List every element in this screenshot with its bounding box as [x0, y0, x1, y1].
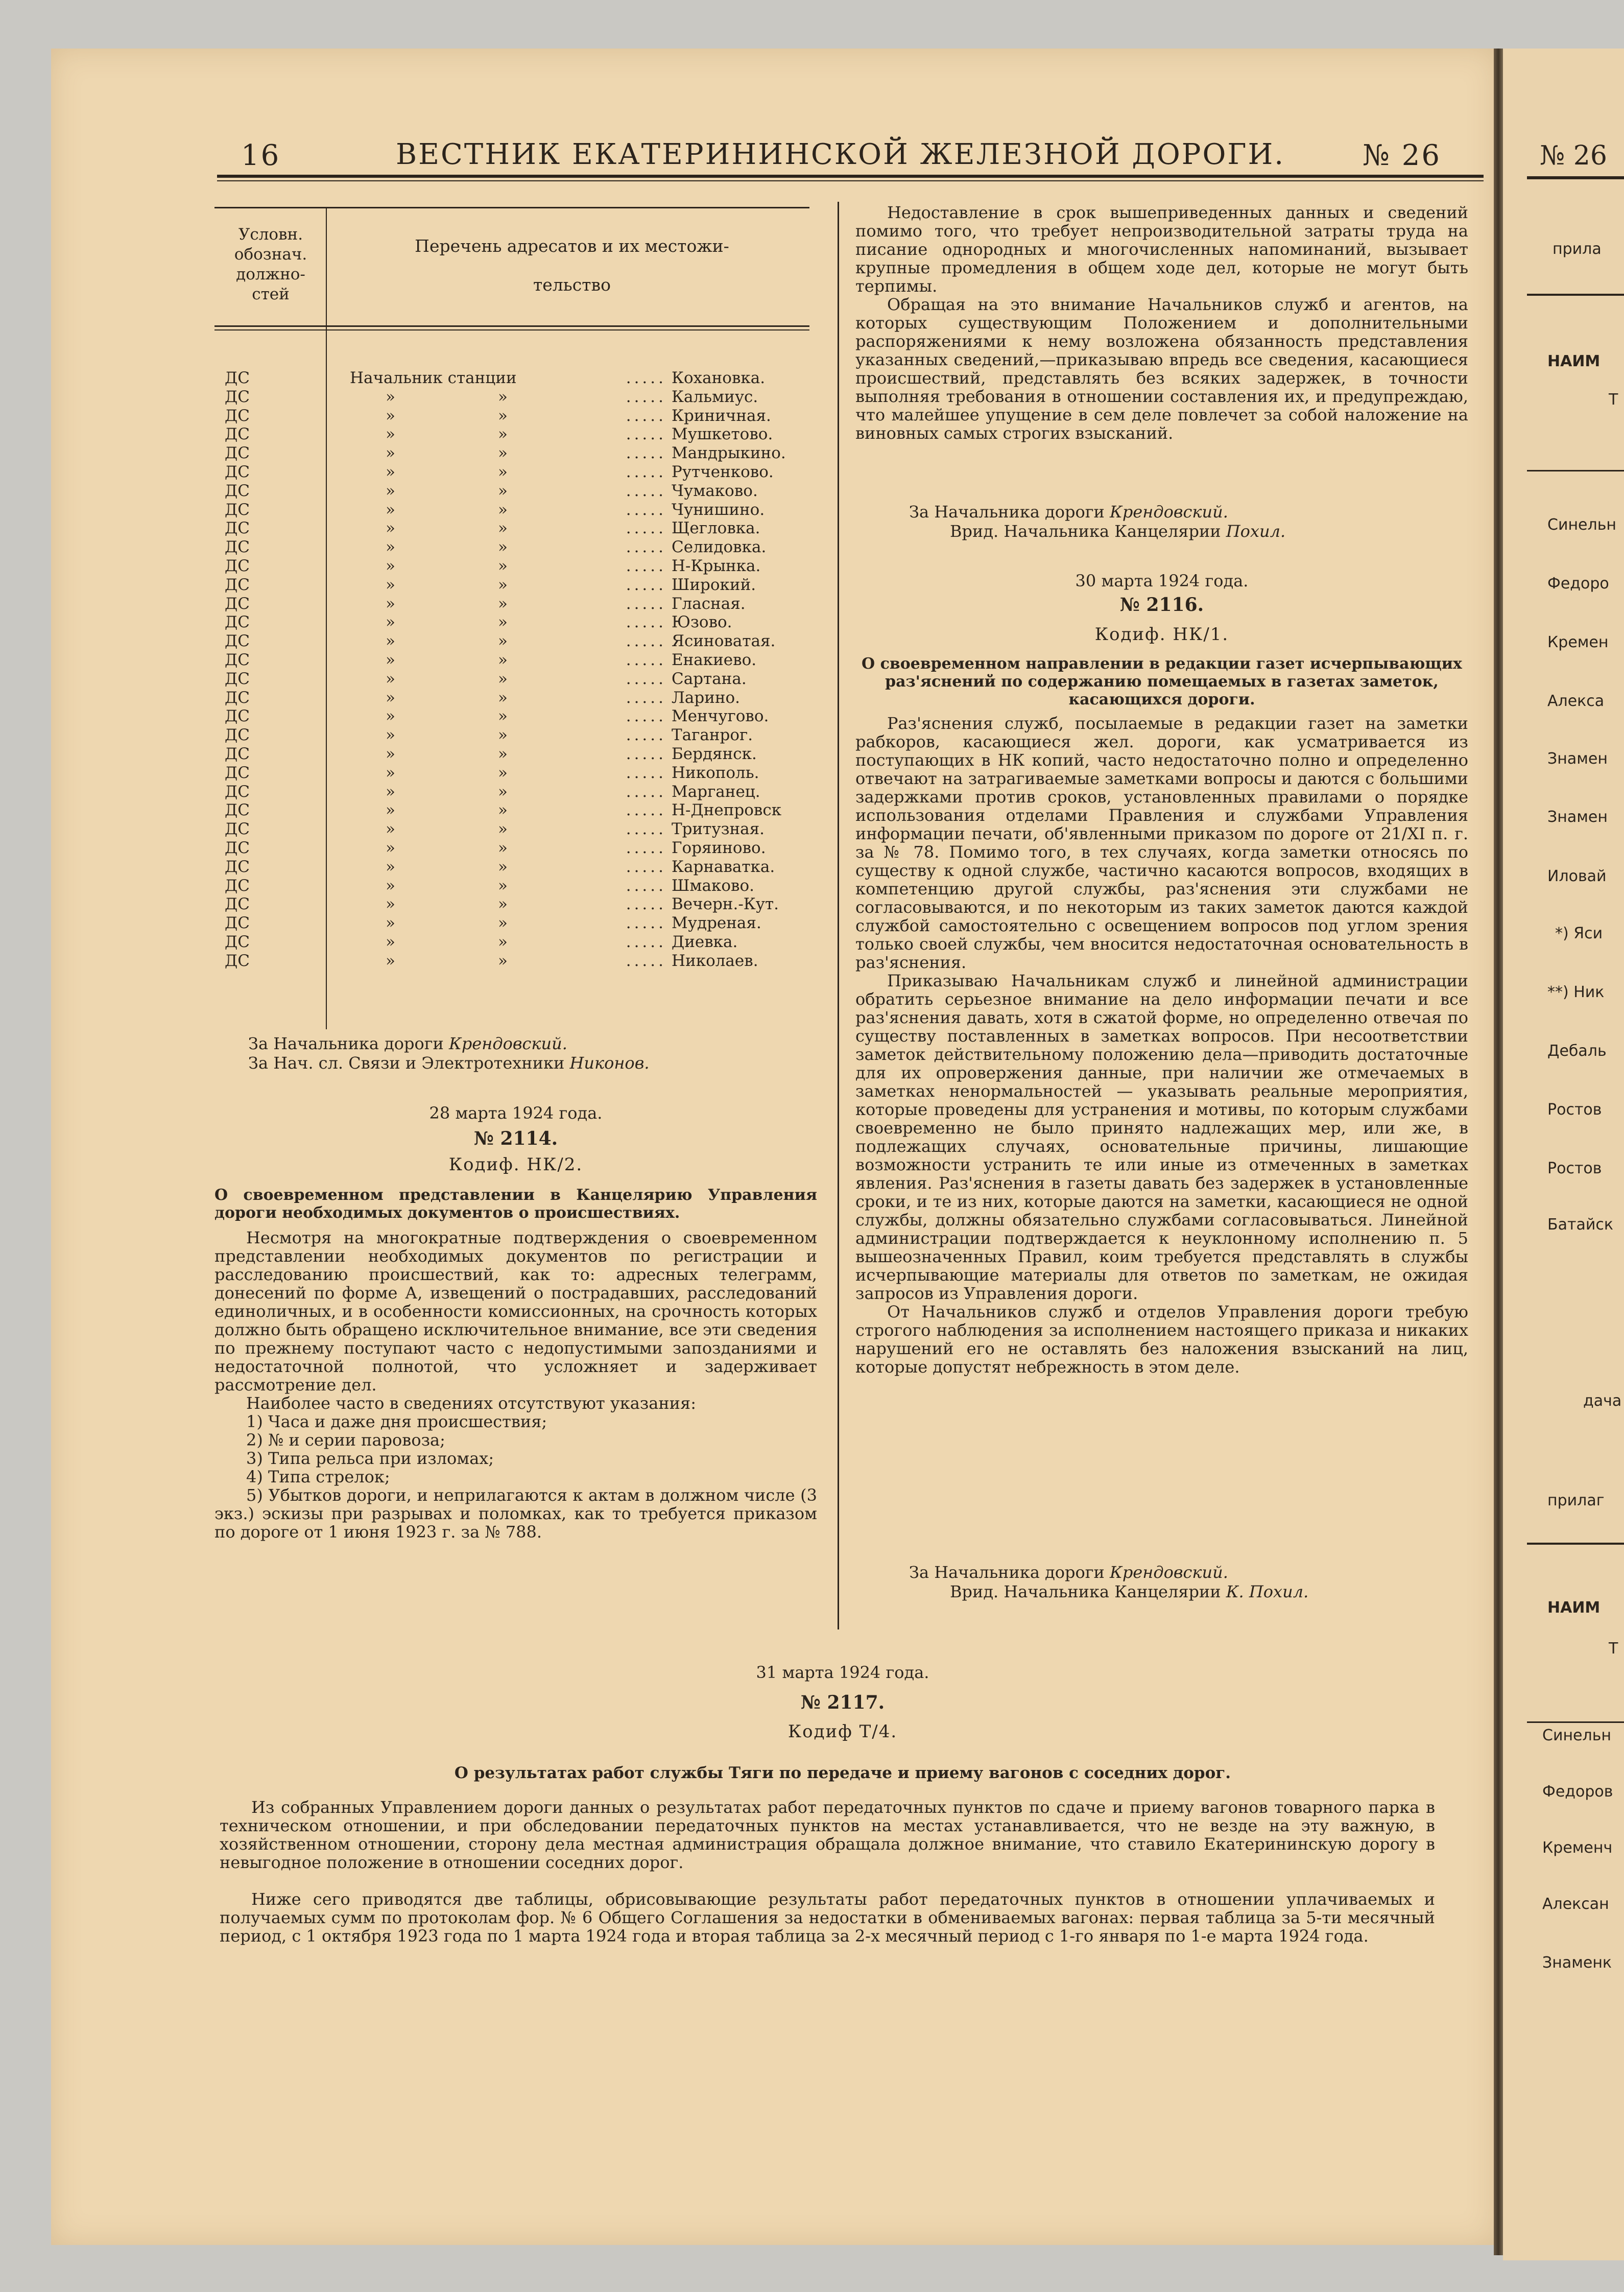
ditto-mark: »	[386, 951, 395, 970]
table-row	[225, 501, 786, 519]
signature-name: Крендовский.	[1110, 1563, 1228, 1582]
order-2116-body	[855, 714, 1468, 1376]
station-name: Гласная.	[672, 594, 746, 613]
position-code: ДС	[225, 857, 250, 876]
order-2114-title: О своевременном представлении в Канцелярию Управления дороги необходимых документов о происшествиях.	[214, 1186, 817, 1222]
table-signature-2	[248, 1054, 649, 1073]
ditto-mark: »	[498, 556, 508, 575]
ditto-mark: »	[498, 481, 508, 500]
table-row	[225, 670, 786, 689]
adjacent-page-fragment: Алекса	[1547, 692, 1605, 710]
list-item: 5) Убытков дороги, и неприлагаются к актам в должном числе (3 экз.) эскизы при разрывах и поломках, как то требуется приказом по дороге от 1 июня 1923 г. за № 788.	[214, 1485, 817, 1542]
ditto-mark: »	[498, 538, 508, 557]
station-name: Шмаково.	[672, 876, 754, 895]
leader-dots: .....	[626, 707, 666, 726]
table-top-rule	[214, 207, 809, 208]
ditto-mark: »	[386, 575, 395, 594]
station-name: Мандрыкино.	[672, 444, 786, 463]
ditto-mark: »	[386, 763, 395, 782]
order-2114-number: № 2114.	[473, 1128, 558, 1149]
order-2114-body	[214, 1228, 817, 1541]
order-2116-signature-2	[950, 1582, 1308, 1601]
station-name: Бердянск.	[672, 744, 757, 763]
table-header-rule	[214, 325, 809, 327]
ditto-mark: »	[498, 594, 508, 613]
adjacent-page-fragment: Федоров	[1542, 1783, 1613, 1801]
table-row	[225, 952, 786, 971]
position-code: ДС	[225, 801, 250, 820]
leader-dots: .....	[626, 669, 666, 688]
leader-dots: .....	[626, 951, 666, 970]
ditto-mark: »	[498, 425, 508, 444]
position-code: ДС	[225, 763, 250, 782]
leader-dots: .....	[626, 932, 666, 951]
position-code: ДС	[225, 462, 250, 481]
adjacent-page-fragment: Батайск	[1547, 1216, 1613, 1234]
position-code: ДС	[225, 688, 250, 707]
rightcol-signature-1	[909, 503, 1228, 522]
paragraph: Недоставление в срок вышеприведенных данных и сведений помимо того, что требует непроизводительной затраты труда на писание однородных и многочисленных напоминаний, вызывает крупные промедления в общем ходе дел, которые не могут быть терпимы.	[855, 203, 1468, 296]
station-name: Сартана.	[672, 669, 747, 688]
order-2114-date: 28 марта 1924 года.	[429, 1103, 603, 1123]
ditto-mark: »	[498, 613, 508, 632]
station-name: Н-Днепровск	[672, 801, 782, 820]
position-code: ДС	[225, 914, 250, 933]
ditto-mark: »	[386, 556, 395, 575]
list-item: 2) № и серии паровоза;	[246, 1430, 445, 1450]
adjacent-page-rule	[1527, 1721, 1624, 1723]
position-code: ДС	[225, 951, 250, 970]
station-name: Никополь.	[672, 763, 759, 782]
table-col2-header-line1: Перечень адресатов и их местожи-	[415, 236, 729, 256]
position-code: ДС	[225, 556, 250, 575]
ditto-mark: »	[498, 914, 508, 933]
adjacent-page-fragment: Федоро	[1547, 575, 1609, 593]
ditto-mark: »	[498, 669, 508, 688]
leader-dots: .....	[626, 444, 666, 463]
ditto-mark: »	[498, 500, 508, 519]
ditto-mark: »	[498, 763, 508, 782]
table-row	[225, 839, 786, 858]
ditto-mark: »	[386, 481, 395, 500]
ditto-mark: »	[386, 632, 395, 651]
adjacent-page-fragment: Иловай	[1547, 867, 1607, 885]
signature-prefix: За Нач. сл. Связи и Электротехники	[248, 1053, 565, 1073]
leader-dots: .....	[626, 556, 666, 575]
ditto-mark: »	[498, 801, 508, 820]
ditto-mark: »	[498, 782, 508, 801]
ditto-mark: »	[498, 575, 508, 594]
ditto-mark: »	[498, 387, 508, 406]
station-name: Диевка.	[672, 932, 738, 951]
table-row	[225, 726, 786, 745]
leader-dots: .....	[626, 726, 666, 745]
station-name: Менчугово.	[672, 707, 769, 726]
station-name: Кохановка.	[672, 369, 766, 387]
table-row	[225, 820, 786, 839]
table-row	[225, 388, 786, 407]
order-2116-number: № 2116.	[1119, 594, 1204, 616]
paragraph: От Начальников служб и отделов Управления дороги требую строгого наблюдения за исполнением настоящего приказа и никаких нарушений его не оставлять без наложения взысканий на лиц, которые допустят небрежность в этом деле.	[855, 1302, 1468, 1377]
signature-prefix: За Начальника дороги	[909, 502, 1105, 522]
ditto-mark: »	[386, 820, 395, 839]
adjacent-page-fragment: Кременч	[1542, 1839, 1613, 1857]
ditto-mark: »	[386, 932, 395, 951]
paragraph: Наиболее часто в сведениях отсутствуют указания:	[246, 1393, 696, 1413]
leader-dots: .....	[626, 782, 666, 801]
table-row	[225, 444, 786, 463]
adjacent-page-fragment: Знамен	[1547, 750, 1608, 768]
table-row	[225, 595, 786, 613]
station-name: Селидовка.	[672, 538, 767, 557]
position-code: ДС	[225, 406, 250, 425]
table-row	[225, 407, 786, 426]
table-row	[225, 425, 786, 444]
leader-dots: .....	[626, 594, 666, 613]
header-rule-thin	[217, 180, 1484, 181]
ditto-mark: »	[386, 519, 395, 538]
ditto-mark: »	[386, 669, 395, 688]
table-row	[225, 933, 786, 952]
leader-dots: .....	[626, 519, 666, 538]
ditto-mark: »	[386, 688, 395, 707]
ditto-mark: »	[498, 632, 508, 651]
order-2116-code: Кодиф. НК/1.	[1094, 624, 1229, 645]
ditto-mark: »	[386, 444, 395, 463]
leader-dots: .....	[626, 914, 666, 933]
paragraph: Несмотря на многократные подтверждения о своевременном представлении необходимых документов по регистрации и расследованию происшествий, как то: адресных телеграмм, донесений по форме А, извещений о пострадавших, расследований единоличных, и в особенности комиссионных, на срочность которых должно быть обращено исключительное внимание, все эти сведения по прежнему поступают часто с недопустимыми запозданиями и недостаточной полнотой, что усложняет и задерживает рассмотрение дел.	[214, 1228, 817, 1395]
leader-dots: .....	[626, 895, 666, 914]
ditto-mark: »	[386, 594, 395, 613]
ditto-mark: »	[498, 726, 508, 745]
list-item: 1) Часа и даже дня происшествия;	[246, 1412, 547, 1431]
order-2117-title: О результатах работ службы Тяги по передаче и приему вагонов с соседних дорог.	[454, 1764, 1231, 1782]
station-name: Чумаково.	[672, 481, 758, 500]
station-name: Ясиноватая.	[672, 632, 776, 651]
leader-dots: .....	[626, 650, 666, 669]
ditto-mark: »	[498, 650, 508, 669]
leader-dots: .....	[626, 575, 666, 594]
list-item: 4) Типа стрелок;	[246, 1467, 390, 1486]
adjacent-page-fragment: Алексан	[1542, 1895, 1609, 1913]
station-name: Чунишино.	[672, 500, 765, 519]
ditto-mark: »	[498, 820, 508, 839]
station-name: Карнаватка.	[672, 857, 775, 876]
paragraph: Из собранных Управлением дороги данных о результатах работ передаточных пунктов по сдаче и приему вагонов товарного парка в техническом отношении, и при обследовании передаточных пунктов на местах устанавливается, что не везде на эту важную, в хозяйственном отношении, сторону дела местная администрация обращала должное внимание, что ставило Екатерининскую дорогу в невыгодное положение в отношении соседних дорог.	[220, 1798, 1435, 1872]
station-name: Ларино.	[672, 688, 741, 707]
station-name: Юзово.	[672, 613, 732, 632]
position-code: ДС	[225, 613, 250, 632]
ditto-mark: »	[498, 876, 508, 895]
position-code: ДС	[225, 594, 250, 613]
rightcol-signature-2	[950, 522, 1285, 541]
table-col2-header-line2: тельство	[533, 275, 611, 295]
order-2117-date: 31 марта 1924 года.	[756, 1663, 929, 1682]
station-name: Широкий.	[672, 575, 756, 594]
ditto-mark: »	[386, 838, 395, 857]
list-item: 3) Типа рельса при изломах;	[246, 1449, 494, 1468]
leader-dots: .....	[626, 481, 666, 500]
ditto-mark: »	[386, 425, 395, 444]
adjacent-page-fragment: *) Яси	[1555, 925, 1603, 942]
ditto-mark: »	[386, 801, 395, 820]
position-code: ДС	[225, 425, 250, 444]
adjacent-page-rule	[1527, 470, 1624, 471]
position-code: ДС	[225, 481, 250, 500]
station-name: Кальмиус.	[672, 387, 758, 406]
ditto-mark: »	[498, 444, 508, 463]
leader-dots: .....	[626, 425, 666, 444]
table-row	[225, 914, 786, 933]
adjacent-page-fragment: Синельн	[1547, 516, 1616, 534]
leader-dots: .....	[626, 763, 666, 782]
leader-dots: .....	[626, 688, 666, 707]
page-title: ВЕСТНИК ЕКАТЕРИНИНСКОЙ ЖЕЛЕЗНОЙ ДОРОГИ.	[396, 138, 1285, 171]
rightcol-text	[855, 203, 1468, 442]
ditto-mark: »	[498, 744, 508, 763]
column-divider	[838, 202, 839, 1629]
table-row	[225, 557, 786, 576]
leader-dots: .....	[626, 801, 666, 820]
signature-name: Крендовский.	[449, 1034, 567, 1053]
table-row	[225, 764, 786, 783]
paragraph: Ниже сего приводятся две таблицы, обрисовывающие результаты работ передаточных пунктов в отношении уплачиваемых и получаемых сумм по протоколам фор. № 6 Общего Соглашения за недостатки в обмениваемых вагонах: первая таблица за 5-ти месячный период, с 1 октября 1923 года по 1 марта 1924 года и вторая таблица за 2-х месячный период с 1-го января по 1-е марта 1924 года.	[220, 1889, 1435, 1946]
leader-dots: .....	[626, 369, 666, 387]
position-code: ДС	[225, 669, 250, 688]
signature-prefix: За Начальника дороги	[248, 1034, 444, 1053]
ditto-mark: »	[498, 951, 508, 970]
header-rule	[217, 175, 1484, 178]
adjacent-page-fragment: прила	[1553, 240, 1602, 258]
adjacent-page	[1503, 49, 1624, 2260]
paragraph: Обращая на это внимание Начальников служб и агентов, на которых существующим Положением и дополнительными распоряжениями к нему возложена обязанность представления указанных сведений,—приказываю впредь все сведения, касающиеся происшествий, представлять без всяких задержек, в точности выполняя требования в отношении составления их, и предупреждаю, что малейшее упущение в сем деле повлечет за собой наложение на виновных самых строгих взысканий.	[855, 295, 1468, 443]
order-2114-code: Кодиф. НК/2.	[448, 1154, 583, 1175]
adjacent-page-issue: № 26	[1540, 140, 1607, 171]
adjacent-page-fragment: Т	[1609, 391, 1618, 409]
adjacent-page-rule	[1527, 1543, 1624, 1545]
ditto-mark: »	[498, 895, 508, 914]
table-row	[225, 482, 786, 501]
position-code: ДС	[225, 500, 250, 519]
table-row	[225, 858, 786, 877]
position-code: ДС	[225, 726, 250, 745]
station-name: Рутченково.	[672, 462, 774, 481]
leader-dots: .....	[626, 500, 666, 519]
table-row	[225, 707, 786, 726]
paragraph: Раз'яснения служб, посылаемые в редакции газет на заметки рабкоров, касающиеся жел. дороги, как усматривается из поступающих в НК копий, часто недостаточно полно и определенно отвечают на затрагиваемые заметками вопросы и даются с большими задержками против сроков, установленных правилами о порядке использования отделами Правления и службами Управления информации печати, об'явленными приказом по дороге от 21/XI п. г. за № 78. Помимо того, в тех случаях, когда заметки относясь по существу к одной службе, частично касаются вопросов, входящих в компетенцию другой службы, раз'яснения эти службами не согласовываются, и по некоторым из таких заметок даются каждой службой самостоятельно с освещением вопросов под углом зрения только своей службы, чем вносится недостаточная основательность в раз'яснения.	[855, 714, 1468, 972]
station-name: Н-Крынка.	[672, 556, 761, 575]
signature-name: К. Похил.	[1226, 1582, 1309, 1601]
adjacent-page-fragment: прилаг	[1547, 1492, 1605, 1509]
leader-dots: .....	[626, 462, 666, 481]
ditto-mark: »	[498, 406, 508, 425]
page-number: 16	[241, 139, 281, 172]
adjacent-page-fragment: Синельн	[1542, 1727, 1611, 1744]
adjacent-page-fragment: НАИМ	[1547, 352, 1601, 370]
position-code: ДС	[225, 650, 250, 669]
leader-dots: .....	[626, 538, 666, 557]
adjacent-page-fragment: Ростов	[1547, 1101, 1602, 1119]
position-code: ДС	[225, 387, 250, 406]
table-header-rule-2	[214, 329, 809, 330]
adjacent-page-fragment: Знамен	[1547, 808, 1608, 826]
station-name: Тритузная.	[672, 820, 765, 839]
position-code: ДС	[225, 838, 250, 857]
ditto-mark: »	[498, 857, 508, 876]
leader-dots: .....	[626, 857, 666, 876]
station-name: Горяиново.	[672, 838, 766, 857]
adjacent-page-rule	[1527, 294, 1624, 296]
ditto-mark: »	[386, 387, 395, 406]
order-2117-body	[220, 1798, 1435, 1945]
binding-spine	[1494, 49, 1503, 2255]
order-2116-title: О своевременном направлении в редакции газет исчерпывающих раз'яснений по содержанию помещаемых в газетах заметок, касающихся дороги.	[862, 655, 1462, 708]
ditto-mark: »	[498, 707, 508, 726]
order-2117-number: № 2117.	[800, 1692, 885, 1713]
order-2117-code: Кодиф Т/4.	[787, 1721, 898, 1742]
station-name: Вечерн.-Кут.	[672, 895, 779, 914]
table-row	[225, 576, 786, 595]
table-row	[225, 463, 786, 482]
leader-dots: .....	[626, 613, 666, 632]
position-code: ДС	[225, 820, 250, 839]
adjacent-page-fragment: Знаменк	[1542, 1954, 1612, 1972]
signature-prefix: За Начальника дороги	[909, 1563, 1105, 1582]
table-row	[225, 632, 786, 651]
adjacent-page-fragment: **) Ник	[1547, 983, 1605, 1001]
table-row	[225, 783, 786, 801]
ditto-mark: »	[386, 726, 395, 745]
order-2116-signature-1	[909, 1563, 1228, 1582]
position-code: ДС	[225, 876, 250, 895]
station-name: Марганец.	[672, 782, 760, 801]
ditto-mark: »	[498, 838, 508, 857]
signature-name: Похил.	[1226, 522, 1286, 541]
table-row	[225, 745, 786, 764]
leader-dots: .....	[626, 406, 666, 425]
position-code: ДС	[225, 444, 250, 463]
ditto-mark: »	[386, 650, 395, 669]
position-code: ДС	[225, 538, 250, 557]
table-col1-header: Условн. обознач. должно- стей	[234, 225, 307, 303]
table-signature-1	[248, 1034, 567, 1053]
ditto-mark: »	[386, 857, 395, 876]
position-code: ДС	[225, 632, 250, 651]
leader-dots: .....	[626, 632, 666, 651]
ditto-mark: »	[386, 782, 395, 801]
station-name: Енакиево.	[672, 650, 757, 669]
ditto-mark: »	[386, 613, 395, 632]
table-row	[225, 613, 786, 632]
ditto-mark: »	[386, 538, 395, 557]
ditto-mark: »	[386, 876, 395, 895]
ditto-mark: »	[498, 462, 508, 481]
table-row	[225, 689, 786, 707]
ditto-mark: »	[386, 462, 395, 481]
station-name: Мудреная.	[672, 914, 761, 933]
station-name: Щегловка.	[672, 519, 760, 538]
position-code: ДС	[225, 369, 250, 387]
station-table	[225, 369, 786, 971]
leader-dots: .....	[626, 838, 666, 857]
position-code: ДС	[225, 575, 250, 594]
ditto-mark: »	[386, 895, 395, 914]
position-code: ДС	[225, 932, 250, 951]
signature-name: Крендовский.	[1110, 502, 1228, 522]
leader-dots: .....	[626, 744, 666, 763]
leader-dots: .....	[626, 876, 666, 895]
signature-name: Никонов.	[569, 1053, 650, 1073]
position-code: ДС	[225, 744, 250, 763]
ditto-mark: »	[386, 406, 395, 425]
position-code: ДС	[225, 782, 250, 801]
ditto-mark: »	[498, 519, 508, 538]
order-2116-date: 30 марта 1924 года.	[1075, 571, 1249, 590]
position-code: ДС	[225, 519, 250, 538]
table-row	[225, 877, 786, 895]
adjacent-page-fragment: дача	[1583, 1392, 1622, 1410]
ditto-mark: »	[386, 707, 395, 726]
table-row	[225, 801, 786, 820]
table-row	[225, 538, 786, 557]
adjacent-page-fragment: Ростов	[1547, 1160, 1602, 1177]
ditto-mark: »	[386, 914, 395, 933]
station-name: Таганрог.	[672, 726, 753, 745]
station-name: Мушкетово.	[672, 425, 773, 444]
leader-dots: .....	[626, 387, 666, 406]
ditto-mark: »	[386, 744, 395, 763]
ditto-mark: »	[498, 688, 508, 707]
table-row	[225, 895, 786, 914]
adjacent-page-fragment: НАИМ	[1547, 1599, 1601, 1617]
adjacent-page-fragment: Т	[1609, 1640, 1618, 1658]
signature-prefix: Врид. Начальника Канцелярии	[950, 522, 1221, 541]
adjacent-page-fragment: Дебаль	[1547, 1042, 1607, 1060]
leader-dots: .....	[626, 820, 666, 839]
position-title: Начальник станции	[350, 369, 517, 387]
position-code: ДС	[225, 707, 250, 726]
table-row	[225, 519, 786, 538]
adjacent-page-fragment: Кремен	[1547, 633, 1609, 651]
signature-prefix: Врид. Начальника Канцелярии	[950, 1582, 1221, 1601]
ditto-mark: »	[386, 500, 395, 519]
table-row	[225, 651, 786, 670]
issue-number: № 26	[1363, 139, 1442, 172]
ditto-mark: »	[498, 932, 508, 951]
table-row	[225, 369, 786, 388]
paragraph: Приказываю Начальникам служб и линейной администрации обратить серьезное внимание на дело информации печати и все раз'яснения давать, хотя в сжатой форме, но определенно отвечая по существу поставленных в заметках вопросов. При несоответствии заметок действительному положению дела—приводить достаточные для их опровержения данные, при наличии же отмечаемых в заметках ненормальностей — указывать реальные мероприятия, которые проведены для устранения и мотивы, по которым службами своевременно не было принято надлежащих мер, или же, в подлежащих случаях, основательные причины, лишающие возможности устранить те или иные из отмеченных в заметках явления. Раз'яснения в газеты давать без задержек в установленные сроки, и те из них, которые даются на заметки, касающиеся не одной службы, должны обязательно службами согласовываться. Линейной администрации подтверждается к неуклонному исполнению п. 5 вышеозначенных Правил, коим требуется представлять в службы исчерпывающие материалы для ответов по заметкам, не ожидая запросов из Управления дороги.	[855, 971, 1468, 1303]
adjacent-page-rule	[1527, 176, 1624, 179]
position-code: ДС	[225, 895, 250, 914]
station-name: Николаев.	[672, 951, 758, 970]
station-name: Криничная.	[672, 406, 771, 425]
